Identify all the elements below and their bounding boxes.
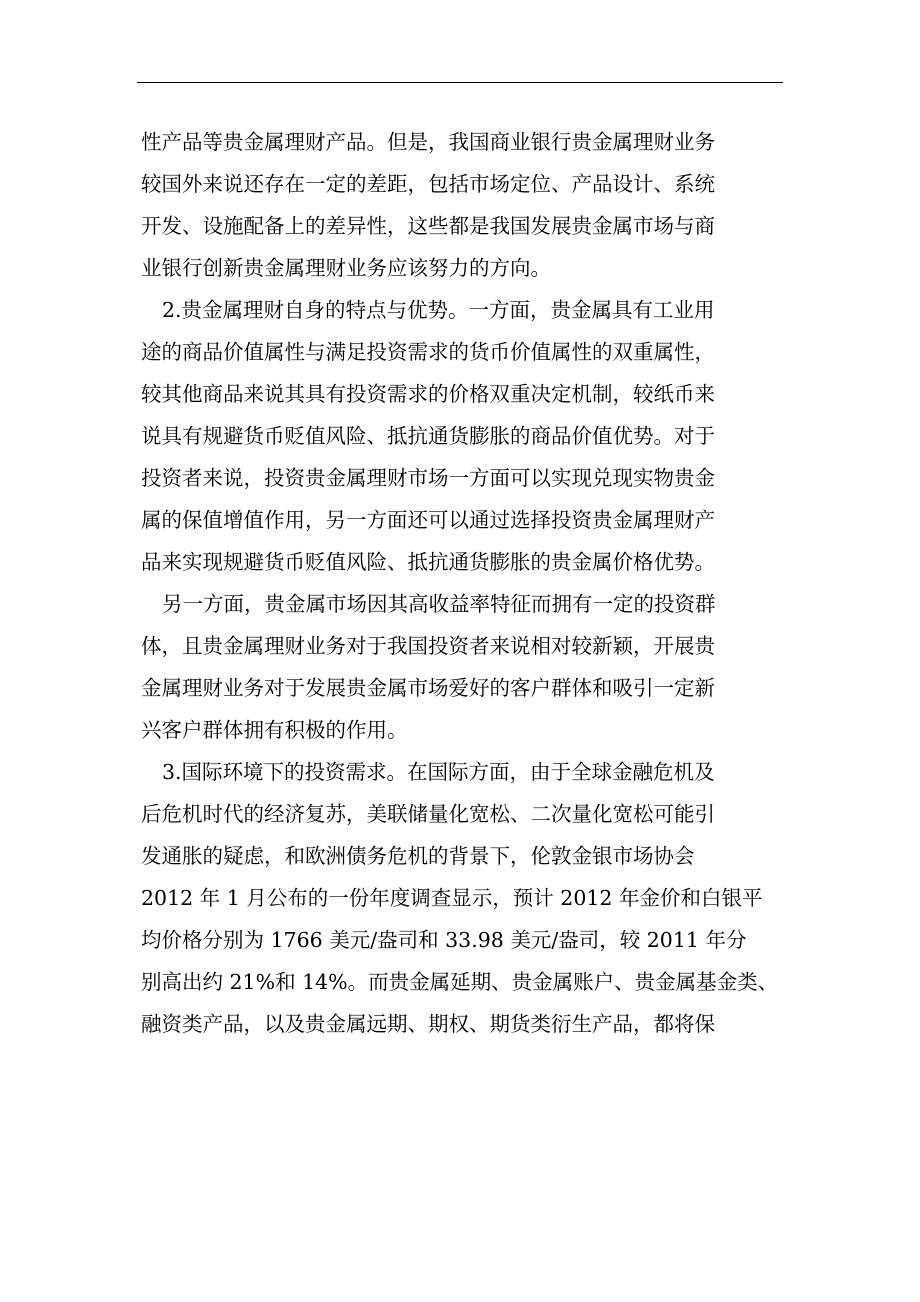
text-line: 后危机时代的经济复苏，美联储量化宽松、二次量化宽松可能引	[141, 802, 715, 826]
text-line: 品来实现规避货币贬值风险、抵抗通货膨胀的贵金属价格优势。	[141, 550, 715, 574]
text-line: 较国外来说还存在一定的差距，包括市场定位、产品设计、系统	[141, 172, 715, 196]
text-line: 均价格分别为 1766 美元/盎司和 33.98 美元/盎司，较 2011 年分	[141, 928, 747, 952]
text-line: 发通胀的疑虑，和欧洲债务危机的背景下，伦敦金银市场协会	[141, 844, 695, 868]
header-rule	[137, 82, 783, 83]
text-line: 较其他商品来说其具有投资需求的价格双重决定机制，较纸币来	[141, 382, 715, 406]
text-line: 融资类产品，以及贵金属远期、期权、期货类衍生产品，都将保	[141, 1012, 715, 1036]
text-line: 另一方面，贵金属市场因其高收益率特征而拥有一定的投资群	[162, 592, 716, 616]
text-line: 开发、设施配备上的差异性，这些都是我国发展贵金属市场与商	[141, 214, 715, 238]
text-line: 途的商品价值属性与满足投资需求的货币价值属性的双重属性，	[141, 340, 715, 364]
text-line: 属的保值增值作用，另一方面还可以通过选择投资贵金属理财产	[141, 508, 715, 532]
text-line: 业银行创新贵金属理财业务应该努力的方向。	[141, 256, 551, 280]
text-line: 金属理财业务对于发展贵金属市场爱好的客户群体和吸引一定新	[141, 676, 715, 700]
text-line: 说具有规避货币贬值风险、抵抗通货膨胀的商品价值优势。对于	[141, 424, 715, 448]
text-line: 兴客户群体拥有积极的作用。	[141, 718, 408, 742]
text-line: 性产品等贵金属理财产品。但是，我国商业银行贵金属理财业务	[141, 130, 715, 154]
text-line: 投资者来说，投资贵金属理财市场一方面可以实现兑现实物贵金	[141, 466, 715, 490]
text-line: 体，且贵金属理财业务对于我国投资者来说相对较新颖，开展贵	[141, 634, 715, 658]
text-line: 2.贵金属理财自身的特点与优势。一方面，贵金属具有工业用	[162, 298, 715, 322]
text-line: 3.国际环境下的投资需求。在国际方面，由于全球金融危机及	[162, 760, 715, 784]
text-line: 2012 年 1 月公布的一份年度调查显示，预计 2012 年金价和白银平	[141, 886, 763, 910]
document-body	[141, 121, 781, 1045]
text-line: 别高出约 21%和 14%。而贵金属延期、贵金属账户、贵金属基金类、	[141, 970, 779, 994]
